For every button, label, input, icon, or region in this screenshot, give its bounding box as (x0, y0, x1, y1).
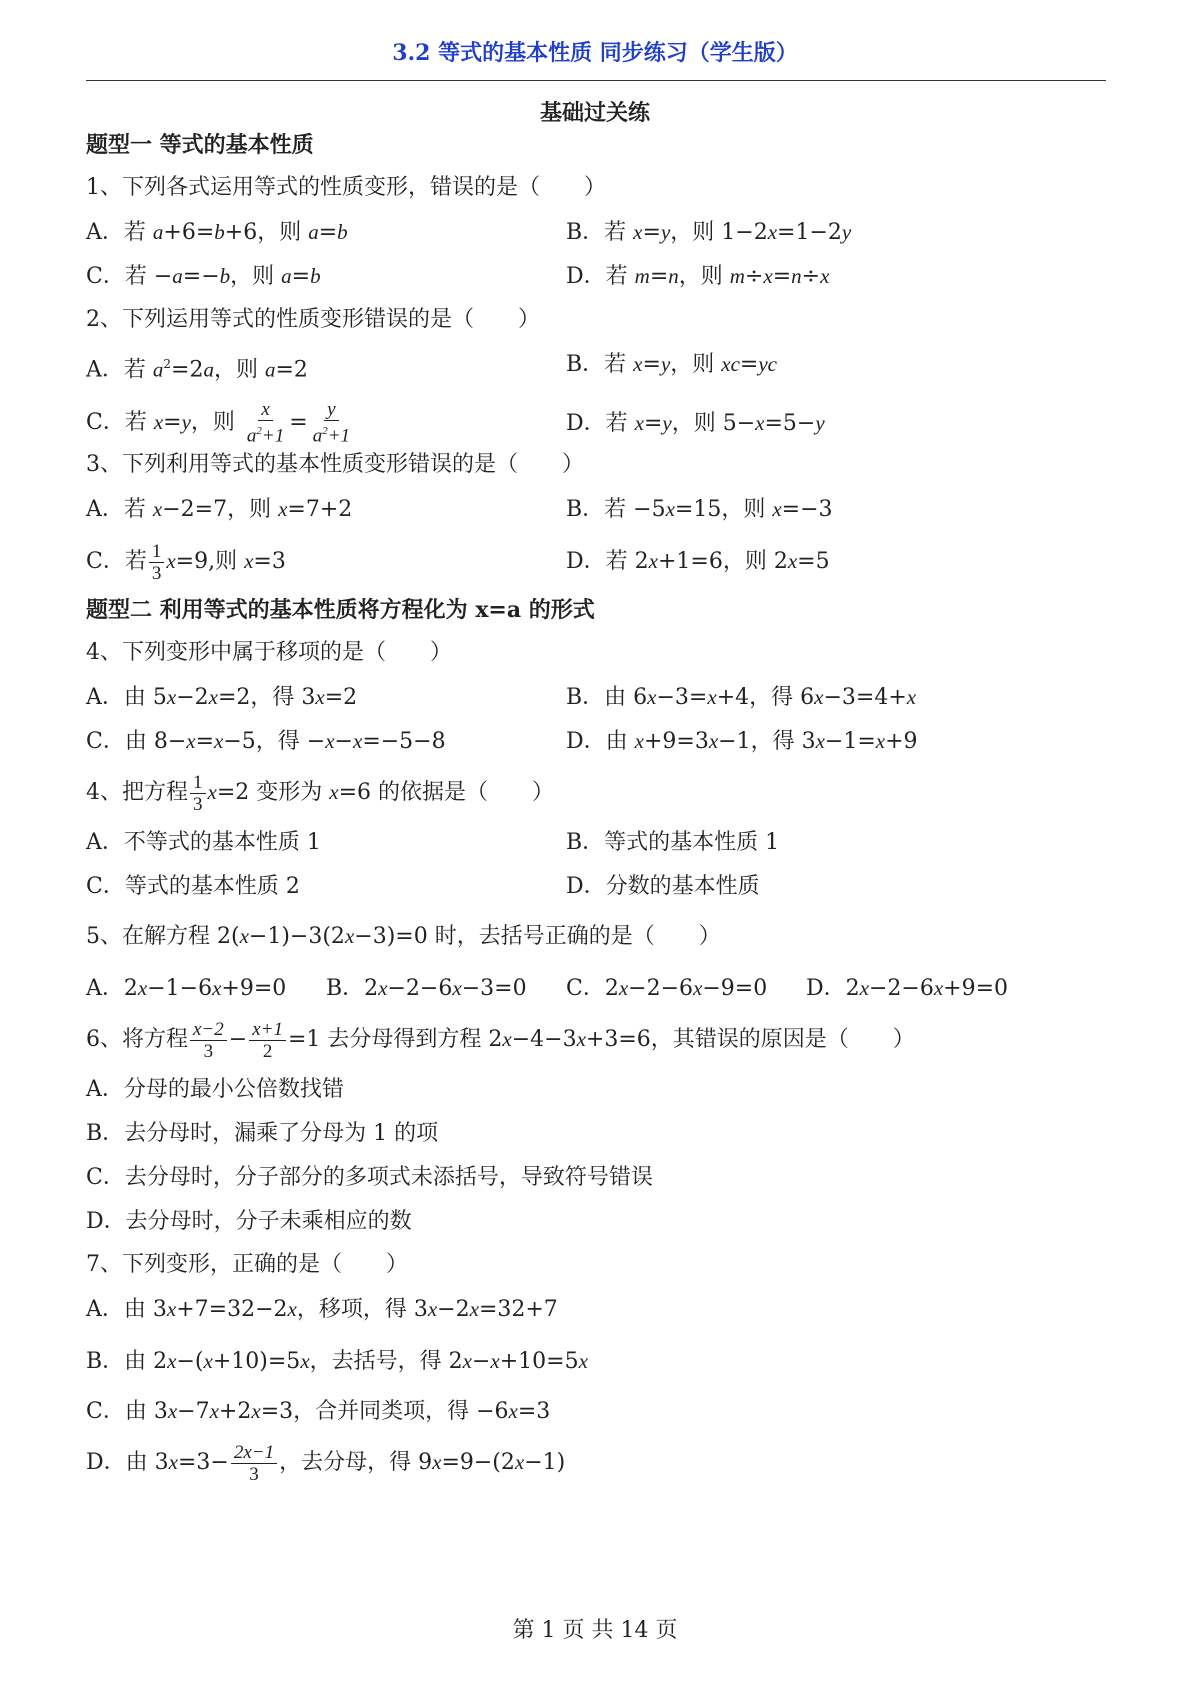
q1-option-d[interactable]: D．若 m=n，则 m÷x=n÷x (566, 264, 830, 289)
section-heading-1: 题型一 等式的基本性质 (86, 132, 314, 158)
q4b-option-a[interactable]: A．不等式的基本性质 1 (86, 830, 321, 855)
question-4-stem: 4、下列变形中属于移项的是（ ） (86, 640, 452, 665)
q7-option-c[interactable]: C．由 3x−7x+2x=3，合并同类项，得 −6x=3 (86, 1399, 551, 1424)
q7-option-a[interactable]: A．由 3x+7=32−2x，移项，得 3x−2x=32+7 (86, 1297, 558, 1322)
q3-option-a[interactable]: A．若 x−2=7，则 x=7+2 (86, 497, 353, 522)
q4-option-b[interactable]: B．由 6x−3=x+4，得 6x−3=4+x (566, 685, 917, 710)
q3-option-c[interactable]: C．若 $\frac{1}{3}$ x=9,则 x=3 (86, 540, 286, 584)
q6-option-c[interactable]: C．去分母时，分子部分的多项式未添括号，导致符号错误 (86, 1165, 653, 1190)
q4-option-c[interactable]: C．由 8−x=x−5，得 −x−x=−5−8 (86, 729, 446, 754)
q6-option-d[interactable]: D．去分母时，分子未乘相应的数 (86, 1209, 412, 1234)
q6-option-b[interactable]: B．去分母时，漏乘了分母为 1 的项 (86, 1121, 439, 1146)
subtitle: 基础过关练 (539, 100, 650, 126)
q5-option-a[interactable]: A．2x−1−6x+9=0 (86, 976, 287, 1001)
q1-option-a[interactable]: A．若 a+6=b+6，则 a=b (86, 220, 348, 245)
page-title: 3.2 等式的基本性质 同步练习（学生版） (392, 40, 798, 66)
q4b-option-d[interactable]: D．分数的基本性质 (566, 874, 760, 899)
q2-option-b[interactable]: B．若 x=y，则 xc=yc (566, 352, 778, 377)
section-heading-2: 题型二 利用等式的基本性质将方程化为 x=a 的形式 (86, 597, 595, 623)
question-3-stem: 3、下列利用等式的基本性质变形错误的是（ ） (86, 452, 584, 477)
q6-option-a[interactable]: A．分母的最小公倍数找错 (86, 1077, 344, 1102)
question-4b-stem: 4、把方程 $\frac{1}{3}$ x=2 变形为 x=6 的依据是（ ） (86, 771, 555, 815)
q7-option-d[interactable]: D．由 3x=3− $\frac{2x-1}{3}$ ，去分母，得 9x=9−(2x−1) (86, 1441, 566, 1485)
q4-option-d[interactable]: D．由 x+9=3x−1，得 3x−1=x+9 (566, 729, 918, 754)
page-footer: 第 1 页 共 14 页 (512, 1618, 678, 1643)
q3-option-d[interactable]: D．若 2x+1=6，则 2x=5 (566, 549, 830, 574)
q4-option-a[interactable]: A．由 5x−2x=2，得 3x=2 (86, 685, 358, 710)
q5-option-c[interactable]: C．2x−2−6x−9=0 (566, 976, 768, 1001)
question-6-stem: 6、将方程 $\frac{x-2}{3}$ − $\frac{x+1}{2}$ =1 去分母得到方程 2x−4−3x+3=6，其错误的原因是（ ） (86, 1018, 915, 1062)
q1-option-b[interactable]: B．若 x=y，则 1−2x=1−2y (566, 220, 852, 245)
q4b-option-c[interactable]: C．等式的基本性质 2 (86, 874, 300, 899)
q5-option-b[interactable]: B．2x−2−6x−3=0 (326, 976, 527, 1001)
question-1-stem: 1、下列各式运用等式的性质变形，错误的是（ ） (86, 175, 606, 200)
q4b-option-b[interactable]: B．等式的基本性质 1 (566, 830, 780, 855)
question-2-stem: 2、下列运用等式的性质变形错误的是（ ） (86, 307, 540, 332)
header-divider (86, 80, 1106, 81)
q2-option-d[interactable]: D．若 x=y，则 5−x=5−y (566, 411, 825, 436)
q1-option-c[interactable]: C．若 −a=−b，则 a=b (86, 264, 321, 289)
question-5-stem: 5、在解方程 2(x−1)−3(2x−3)=0 时，去括号正确的是（ ） (86, 924, 721, 949)
q3-option-b[interactable]: B．若 −5x=15，则 x=−3 (566, 497, 833, 522)
question-7-stem: 7、下列变形，正确的是（ ） (86, 1252, 408, 1277)
q2-option-c[interactable]: C．若 x=y，则 $\frac{x}{a^2+1}$ = $\frac{y}{a^2+1}$ (86, 399, 351, 447)
q5-option-d[interactable]: D．2x−2−6x+9=0 (806, 976, 1009, 1001)
q2-option-a[interactable]: A．若 $a^2=2a$，则 a=2 (86, 357, 308, 383)
q7-option-b[interactable]: B．由 2x−(x+10)=5x，去括号，得 2x−x+10=5x (86, 1349, 588, 1374)
